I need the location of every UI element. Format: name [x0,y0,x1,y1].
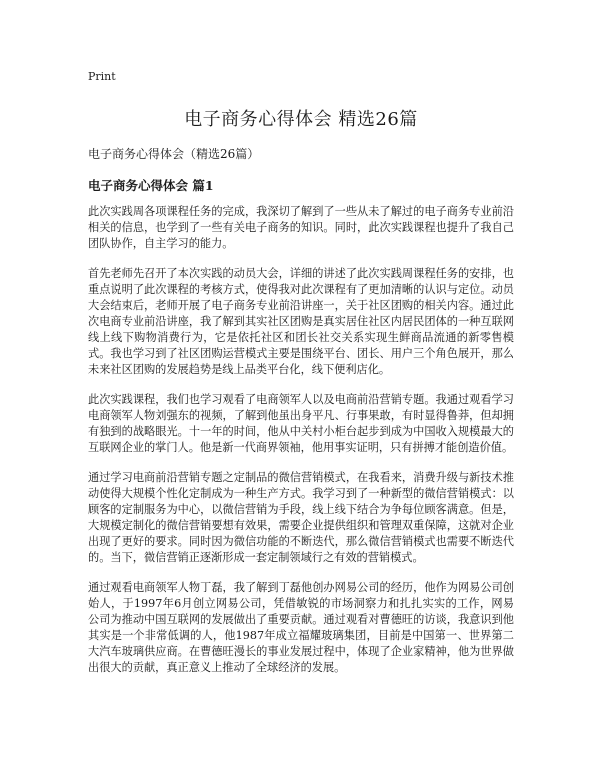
document-subtitle: 电子商务心得体会（精选26篇） [88,147,260,161]
paragraph-5: 通过观看电商领军人物丁磊，我了解到丁磊他创办网易公司的经历，他作为网易公司创始人，于1997年6月创立网易公司，凭借敏锐的市场洞察力和扎扎实实的工作，网易公司为推动中国互联网的发展做出了重要贡献。通过观看对曹德旺的访谈，我意识到他其实是一个非常低调的人，他1987年成立福耀玻璃集团，目前是中国第一、世界第二大汽车玻璃供应商。在曹德旺漫长的事业发展过程中，体现了企业家精神，他为世界做出很大的贡献，真正意义上推动了全球经济的发展。 [88,581,514,674]
paragraph-3: 此次实践课程，我们也学习观看了电商领军人以及电商前沿营销专题。我通过观看学习电商领军人物刘强东的视频，了解到他虽出身平凡、行事果敢，有时显得鲁莽，但却拥有独到的战略眼光。十一年的时间，他从中关村小柜台起步到成为中国收入规模最大的互联网企业的掌门人。他是新一代商界领袖，他用事实证明，只有拼搏才能创造价值。 [88,393,514,454]
section-heading: 电子商务心得体会 篇1 [88,178,214,193]
paragraph-2: 首先老师先召开了本次实践的动员大会，详细的讲述了此次实践周课程任务的安排，也重点说明了此次课程的考核方式，使得我对此次课程有了更加清晰的认识与定位。动员大会结束后，老师开展了电子商务专业前沿讲座一，关于社区团购的相关内容。通过此次电商专业前沿讲座，我了解到其实社区团购是真实居住社区内居民团体的一种互联网线上线下购物消费行为，它是依托社区和团长社交关系实现生鲜商品流通的新零售模式。我也学习到了社区团购运营模式主要是围绕平台、团长、用户三个角色展开，那么未来社区团购的发展趋势是线上品类平台化，线下便利店化。 [88,267,514,376]
document-title: 电子商务心得体会 精选26篇 [184,109,418,130]
paragraph-4: 通过学习电商前沿营销专题之定制品的微信营销模式，在我看来，消费升级与新技术推动使得大规模个性化定制成为一种生产方式。我学习到了一种新型的微信营销模式：以顾客的定制服务为中心，以微信营销为手段，线上线下结合为争每位顾客满意。但是，大规模定制化的微信营销要想有效果，需要企业提供组织和管理双重保障，这就对企业出现了更好的要求。同时因为微信功能的不断迭代，那么微信营销模式也需要不断迭代的。当下，微信营销正逐渐形成一套定制领域行之有效的营销模式。 [88,471,514,564]
print-link[interactable]: Print [88,70,116,83]
paragraph-1: 此次实践周各项课程任务的完成，我深切了解到了一些从未了解过的电子商务专业前沿相关的信息，也学到了一些有关电子商务的知识。同时，此次实践课程也提升了我自己团队协作，自主学习的能力。 [88,205,514,250]
